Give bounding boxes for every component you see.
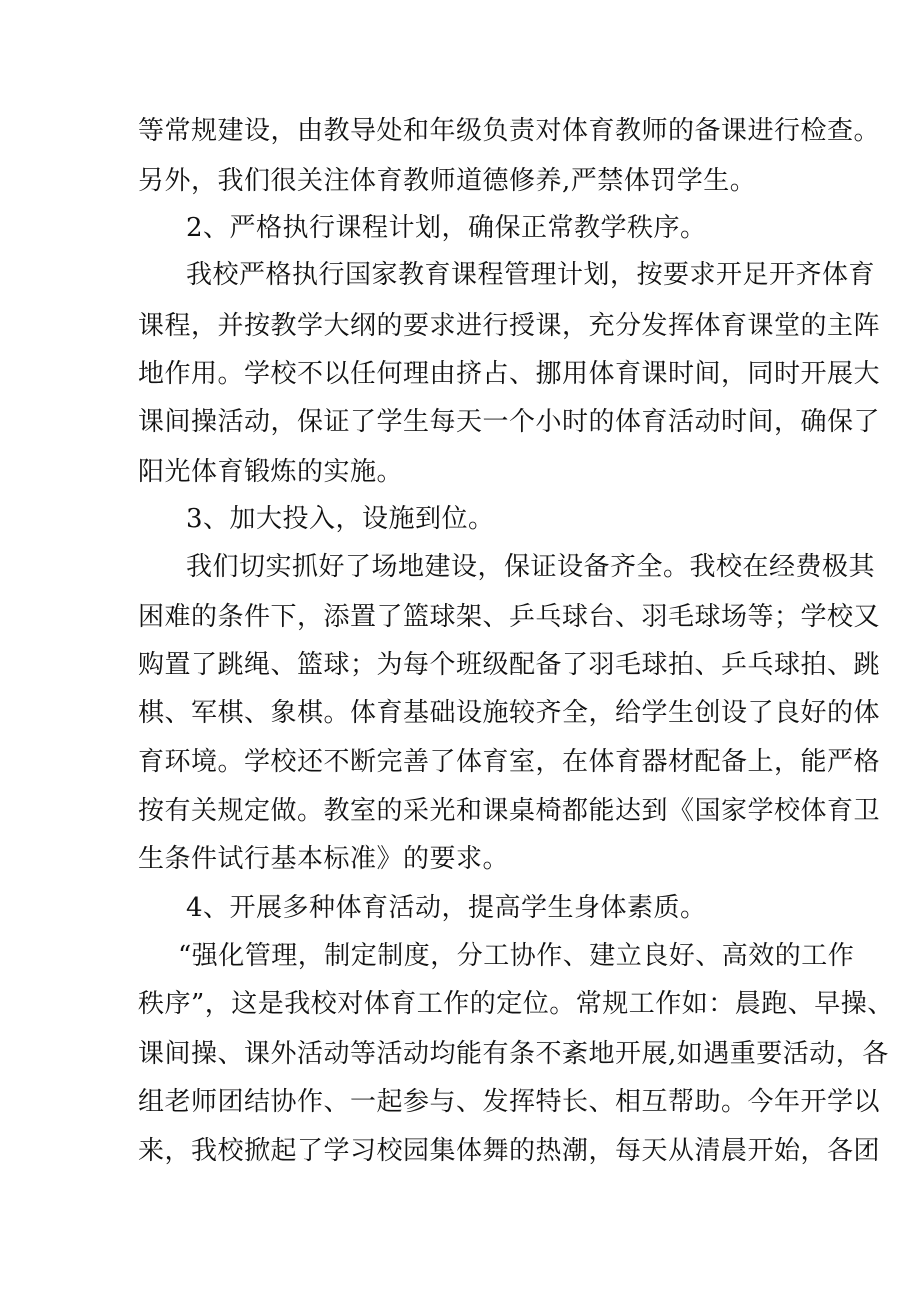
text-line: 我校严格执行国家教育课程管理计划，按要求开足开齐体育 (186, 260, 876, 290)
section-heading: 4、开展多种体育活动，提高学生身体素质。 (186, 893, 707, 923)
text-line: 课间操活动，保证了学生每天一个小时的体育活动时间，确保了 (138, 407, 881, 437)
text-line: 阳光体育锻炼的实施。 (138, 457, 404, 487)
text-line: 按有关规定做。教室的采光和课桌椅都能达到《国家学校体育卫 (138, 796, 881, 826)
text-line: 课程，并按教学大纲的要求进行授课，充分发挥体育课堂的主阵 (138, 311, 881, 341)
text-line: 育环境。学校还不断完善了体育室，在体育器材配备上，能严格 (138, 747, 881, 777)
text-line: 地作用。学校不以任何理由挤占、挪用体育课时间，同时开展大 (138, 359, 881, 389)
text-line: 组老师团结协作、一起参与、发挥特长、相互帮助。今年开学以 (138, 1087, 881, 1117)
text-line: 等常规建设，由教导处和年级负责对体育教师的备课进行检查。 (138, 116, 881, 146)
text-line: 我们切实抓好了场地建设，保证设备齐全。我校在经费极其 (186, 552, 876, 582)
section-heading: 3、加大投入，设施到位。 (186, 504, 495, 534)
text-line: 课间操、课外活动等活动均能有条不紊地开展,如遇重要活动，各 (138, 1039, 889, 1069)
text-line: 棋、军棋、象棋。体育基础设施较齐全，给学生创设了良好的体 (138, 698, 881, 728)
text-line: 另外，我们很关注体育教师道德修养,严禁体罚学生。 (138, 166, 757, 196)
text-line: 购置了跳绳、篮球；为每个班级配备了羽毛球拍、乒乓球拍、跳 (138, 650, 881, 680)
text-line: 来，我校掀起了学习校园集体舞的热潮，每天从清晨开始，各团 (138, 1136, 881, 1166)
text-line: 困难的条件下，添置了篮球架、乒乓球台、羽毛球场等；学校又 (138, 602, 881, 632)
text-line: 生条件试行基本标准》的要求。 (138, 844, 510, 874)
section-heading: 2、严格执行课程计划，确保正常教学秩序。 (186, 213, 707, 243)
text-line: 秩序”，这是我校对体育工作的定位。常规工作如：晨跑、早操、 (138, 989, 894, 1019)
text-line: “强化管理，制定制度，分工协作、建立良好、高效的工作 (178, 941, 855, 971)
